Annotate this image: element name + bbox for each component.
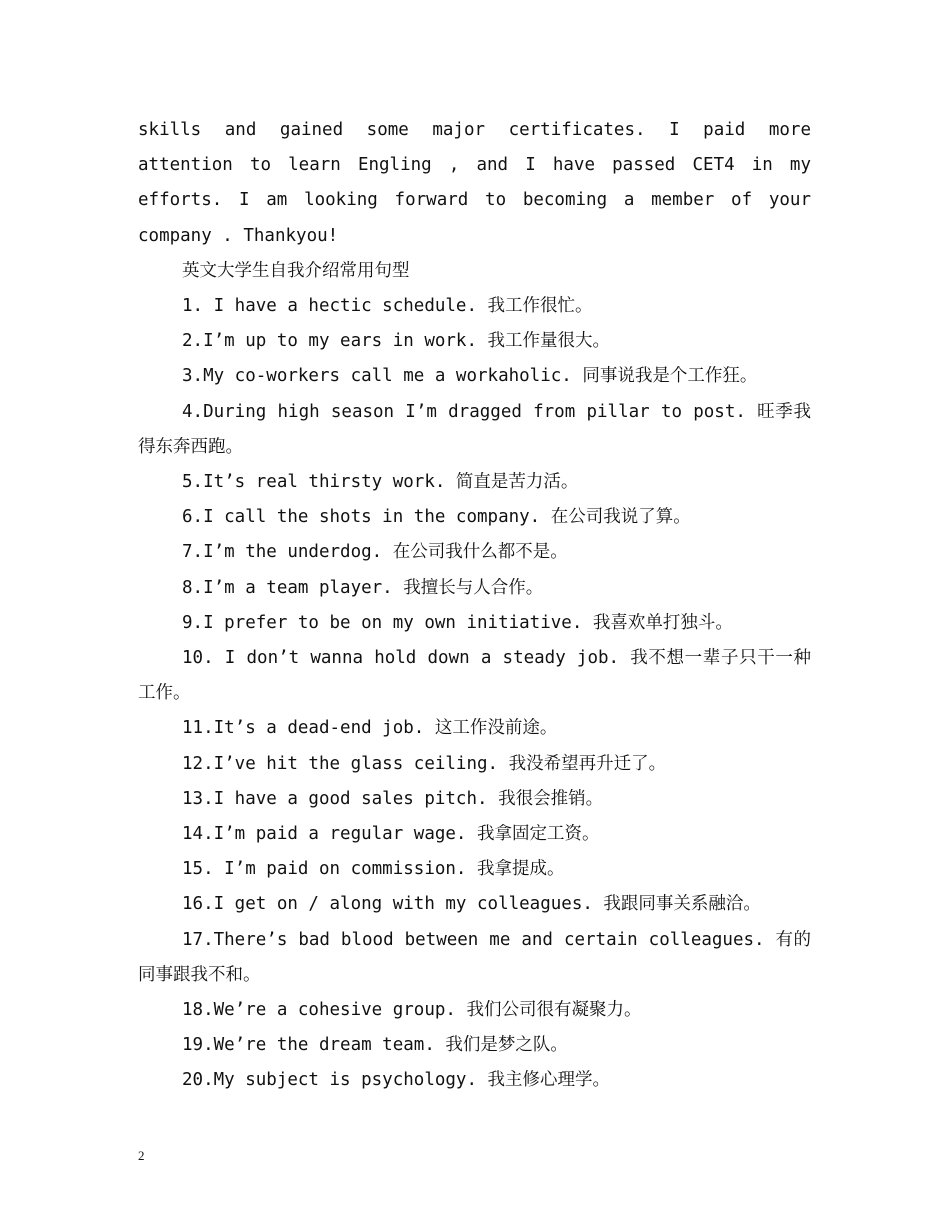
sentence-item: 10. I don’t wanna hold down a steady job. 我不想一辈子只干一种工作。: [138, 648, 811, 704]
sentence-item: 3.My co-workers call me a workaholic. 同事说我是个工作狂。: [182, 366, 758, 387]
sentence-item: 13.I have a good sales pitch. 我很会推销。: [182, 788, 604, 809]
intro-line: company . Thankyou!: [138, 225, 339, 246]
intro-line: attention to learn Engling , and I have passed CET4 in my: [138, 155, 811, 176]
section-heading: 英文大学生自我介绍常用句型: [182, 260, 410, 281]
sentence-item: 18.We’re a cohesive group. 我们公司很有凝聚力。: [182, 1000, 642, 1021]
sentence-item: 11.It’s a dead-end job. 这工作没前途。: [182, 718, 558, 739]
sentence-item: 5.It’s real thirsty work. 简直是苦力活。: [182, 472, 579, 493]
sentence-item: 1. I have a hectic schedule. 我工作很忙。: [182, 296, 593, 317]
intro-line: skills and gained some major certificates. I paid more: [138, 120, 811, 140]
sentence-item: 8.I’m a team player. 我擅长与人合作。: [182, 577, 544, 598]
sentence-item: 4.During high season I’m dragged from pillar to post. 旺季我得东奔西跑。: [138, 401, 811, 457]
sentence-item: 7.I’m the underdog. 在公司我什么都不是。: [182, 542, 568, 563]
document-body: [138, 113, 811, 1099]
page-number: 2: [138, 1148, 145, 1163]
sentence-item: 14.I’m paid a regular wage. 我拿固定工资。: [182, 824, 600, 845]
intro-line: efforts. I am looking forward to becoming a member of your: [138, 190, 811, 211]
sentence-item: 6.I call the shots in the company. 在公司我说了算。: [182, 507, 691, 528]
sentence-item: 16.I get on / along with my colleagues. 我跟同事关系融洽。: [182, 894, 761, 915]
sentence-item: 17.There’s bad blood between me and certain colleagues. 有的同事跟我不和。: [138, 929, 811, 985]
sentence-item: 15. I’m paid on commission. 我拿提成。: [182, 859, 565, 880]
sentence-item: 20.My subject is psychology. 我主修心理学。: [182, 1070, 611, 1091]
sentence-item: 9.I prefer to be on my own initiative. 我喜欢单打独斗。: [182, 612, 733, 633]
sentence-item: 2.I’m up to my ears in work. 我工作量很大。: [182, 331, 611, 352]
sentence-item: 19.We’re the dream team. 我们是梦之队。: [182, 1035, 568, 1056]
sentence-item: 12.I’ve hit the glass ceiling. 我没希望再升迁了。: [182, 753, 667, 774]
